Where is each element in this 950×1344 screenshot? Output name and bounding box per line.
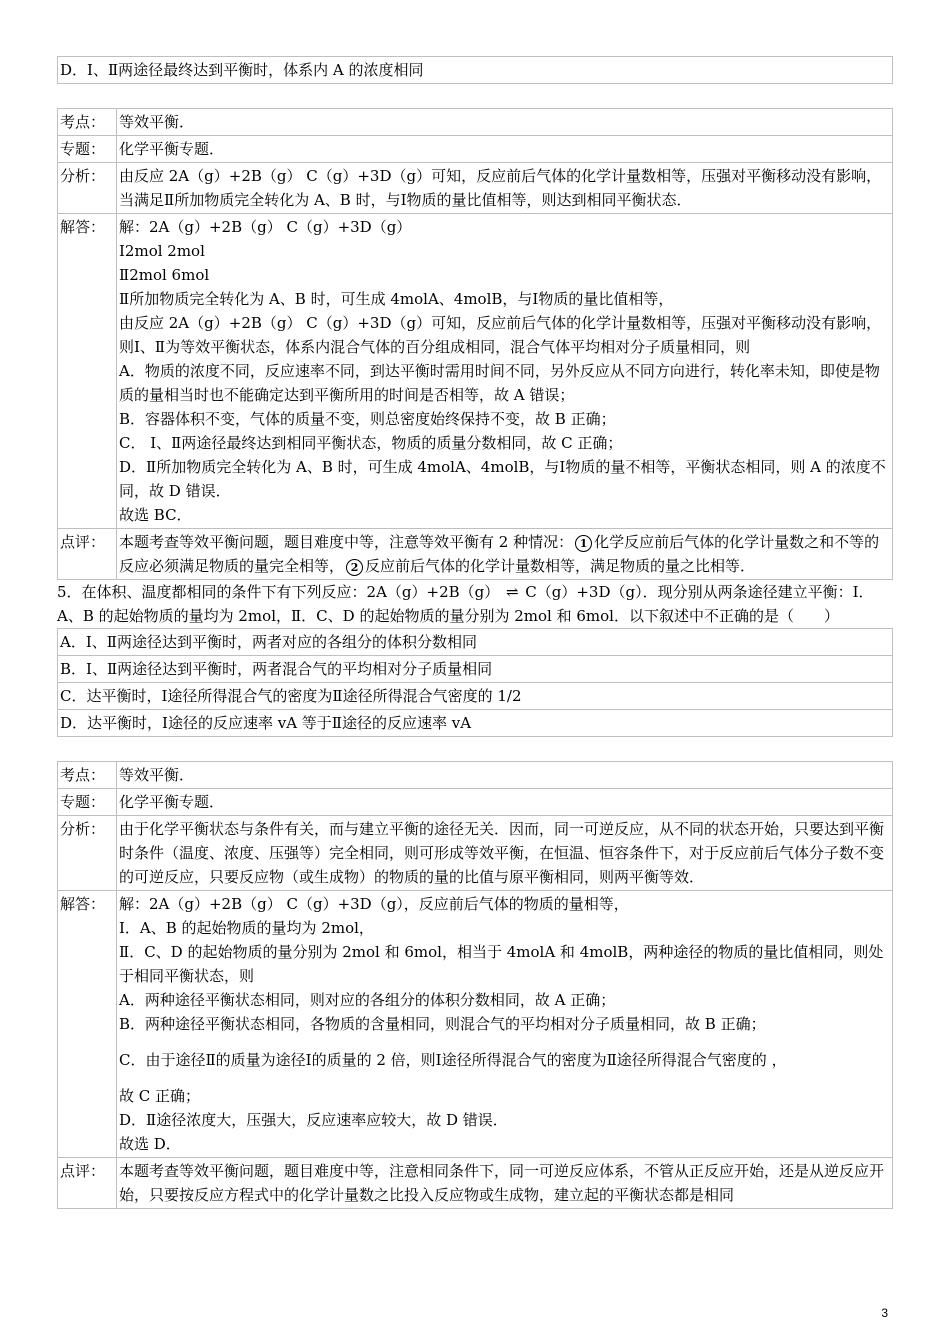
jieda-line: 解：2A（g）+2B（g） C（g）+3D（g），反应前后气体的物质的量相等， (119, 895, 629, 913)
q4-option-d: D．Ⅰ、Ⅱ两途径最终达到平衡时，体系内 A 的浓度相同 (58, 57, 893, 84)
jieda-line: A．两种途径平衡状态相同，则对应的各组分的体积分数相同，故 A 正确； (119, 991, 616, 1009)
dianping-text: 反应前后气体的化学计量数相等，满足物质的量之比相等． (365, 557, 756, 575)
jieda-line: C． Ⅰ、Ⅱ两途径最终达到相同平衡状态，物质的质量分数相同，故 C 正确； (119, 434, 623, 452)
zhuanti-label: 专题： (58, 789, 117, 816)
jieda-label: 解答： (58, 891, 117, 1158)
kaodian-value: 等效平衡． (117, 762, 893, 789)
fenxi-value: 由于化学平衡状态与条件有关，而与建立平衡的途径无关．因而，同一可逆反应，从不同的状态开始，只要达到平衡时条件（温度、浓度、压强等）完全相同，则可形成等效平衡，在恒温、恒容条件下，对于反应前后气体分子数不变的可逆反应，只要反应物（或生成物）的物质的量的比值与原平衡相同，则两平衡等效． (117, 816, 893, 891)
jieda-line: Ⅰ2mol 2mol (119, 242, 205, 260)
zhuanti-value: 化学平衡专题． (117, 789, 893, 816)
jieda-line: A．物质的浓度不同，反应速率不同，到达平衡时需用时间不同，另外反应从不同方向进行，转化率未知，即使是物质的量相当时也不能确定达到平衡所用的时间是否相等，故 A 错误； (119, 362, 880, 404)
jieda-line: 由反应 2A（g）+2B（g） C（g）+3D（g）可知，反应前后气体的化学计量数相等，压强对平衡移动没有影响， (119, 314, 882, 332)
q5-options-table (57, 628, 893, 737)
q4-option-table (57, 56, 893, 84)
jieda-line: 故选 BC． (119, 506, 192, 524)
dianping-text: 本题考查等效平衡问题，题目难度中等，注意等效平衡有 2 种情况： (119, 533, 574, 551)
dianping-value (117, 529, 893, 580)
page-number: 3 (881, 1306, 888, 1320)
document-page (57, 56, 893, 1209)
fenxi-value: 由反应 2A（g）+2B（g） C（g）+3D（g）可知，反应前后气体的化学计量数相等，压强对平衡移动没有影响，当满足Ⅱ所加物质完全转化为 A、B 时，与Ⅰ物质的量比值相等，则达到相同平衡状态． (117, 163, 893, 214)
q5-option-a: A．Ⅰ、Ⅱ两途径达到平衡时，两者对应的各组分的体积分数相同 (58, 629, 893, 656)
dianping-value: 本题考查等效平衡问题，题目难度中等，注意相同条件下，同一可逆反应体系，不管从正反应开始，还是从逆反应开始，只要按反应方程式中的化学计量数之比投入反应物或生成物，建立起的平衡状态都是相同 (117, 1158, 893, 1209)
jieda-line: Ⅱ2mol 6mol (119, 266, 210, 284)
jieda-line: D．Ⅱ途径浓度大，压强大，反应速率应较大，故 D 错误． (119, 1111, 508, 1129)
jieda-line: Ⅱ所加物质完全转化为 A、B 时，可生成 4molA、4molB，与Ⅰ物质的量比值相等， (119, 290, 674, 308)
jieda-line: Ⅱ．C、D 的起始物质的量分别为 2mol 和 6mol，相当于 4molA 和 4molB，两种途径的物质的量比值相同，则处于相同平衡状态，则 (119, 943, 884, 985)
q5-stem-text: 5．在体积、温度都相同的条件下有下列反应：2A（g）+2B（g） (57, 583, 500, 601)
jieda-line: Ⅰ．A、B 的起始物质的量均为 2mol， (119, 919, 374, 937)
jieda-label: 解答： (58, 214, 117, 529)
q5-analysis-table (57, 761, 893, 1209)
q4-analysis-table (57, 108, 893, 580)
circled-number-2: 2 (346, 559, 363, 576)
dianping-text: 化学反应前后气体的化学计量数之和不等的反应必须满足物质的量完全相等， (119, 533, 880, 575)
q5-option-d: D．达平衡时，Ⅰ途径的反应速率 vA 等于Ⅱ途径的反应速率 vA (58, 710, 893, 737)
jieda-line: 则Ⅰ、Ⅱ为等效平衡状态，体系内混合气体的百分组成相同，混合气体平均相对分子质量相同，则 (119, 338, 751, 356)
jieda-line: D．Ⅱ所加物质完全转化为 A、B 时，可生成 4molA、4molB，与Ⅰ物质的量不相等，平衡状态相同，则 A 的浓度不同，故 D 错误． (119, 458, 886, 500)
zhuanti-label: 专题： (58, 136, 117, 163)
q5-option-c: C．达平衡时，Ⅰ途径所得混合气的密度为Ⅱ途径所得混合气密度的 1/2 (58, 683, 893, 710)
kaodian-value: 等效平衡． (117, 109, 893, 136)
circled-number-1: 1 (575, 535, 592, 552)
fenxi-label: 分析： (58, 163, 117, 214)
kaodian-label: 考点： (58, 109, 117, 136)
jieda-line: B．容器体积不变，气体的质量不变，则总密度始终保持不变，故 B 正确； (119, 410, 616, 428)
zhuanti-value: 化学平衡专题． (117, 136, 893, 163)
dianping-label: 点评： (58, 1158, 117, 1209)
q5-stem (57, 580, 893, 628)
jieda-value (117, 214, 893, 529)
equilibrium-arrow-icon: ⇌ (505, 583, 519, 601)
jieda-line: 故选 D． (119, 1135, 181, 1153)
jieda-line: 解：2A（g）+2B（g） C（g）+3D（g） (119, 218, 412, 236)
kaodian-label: 考点： (58, 762, 117, 789)
jieda-line: 故 C 正确； (119, 1087, 201, 1105)
q5-option-b: B．Ⅰ、Ⅱ两途径达到平衡时，两者混合气的平均相对分子质量相同 (58, 656, 893, 683)
jieda-line: B．两种途径平衡状态相同，各物质的含量相同，则混合气的平均相对分子质量相同，故 B 正确； (119, 1015, 766, 1033)
q5-stem-text: C（g）+3D（g）．现分别从两条途径建立平衡：Ⅰ．A、B 的起始物质的量均为 2mol，Ⅱ．C、D 的起始物质的量分别为 2mol 和 6mol．以下叙述中不正确的是（ ） (57, 583, 874, 625)
fenxi-label: 分析： (58, 816, 117, 891)
jieda-line: C．由于途径Ⅱ的质量为途径Ⅰ的质量的 2 倍，则Ⅰ途径所得混合气的密度为Ⅱ途径所得混合气密度的 ， (119, 1051, 787, 1069)
jieda-value (117, 891, 893, 1158)
dianping-label: 点评： (58, 529, 117, 580)
